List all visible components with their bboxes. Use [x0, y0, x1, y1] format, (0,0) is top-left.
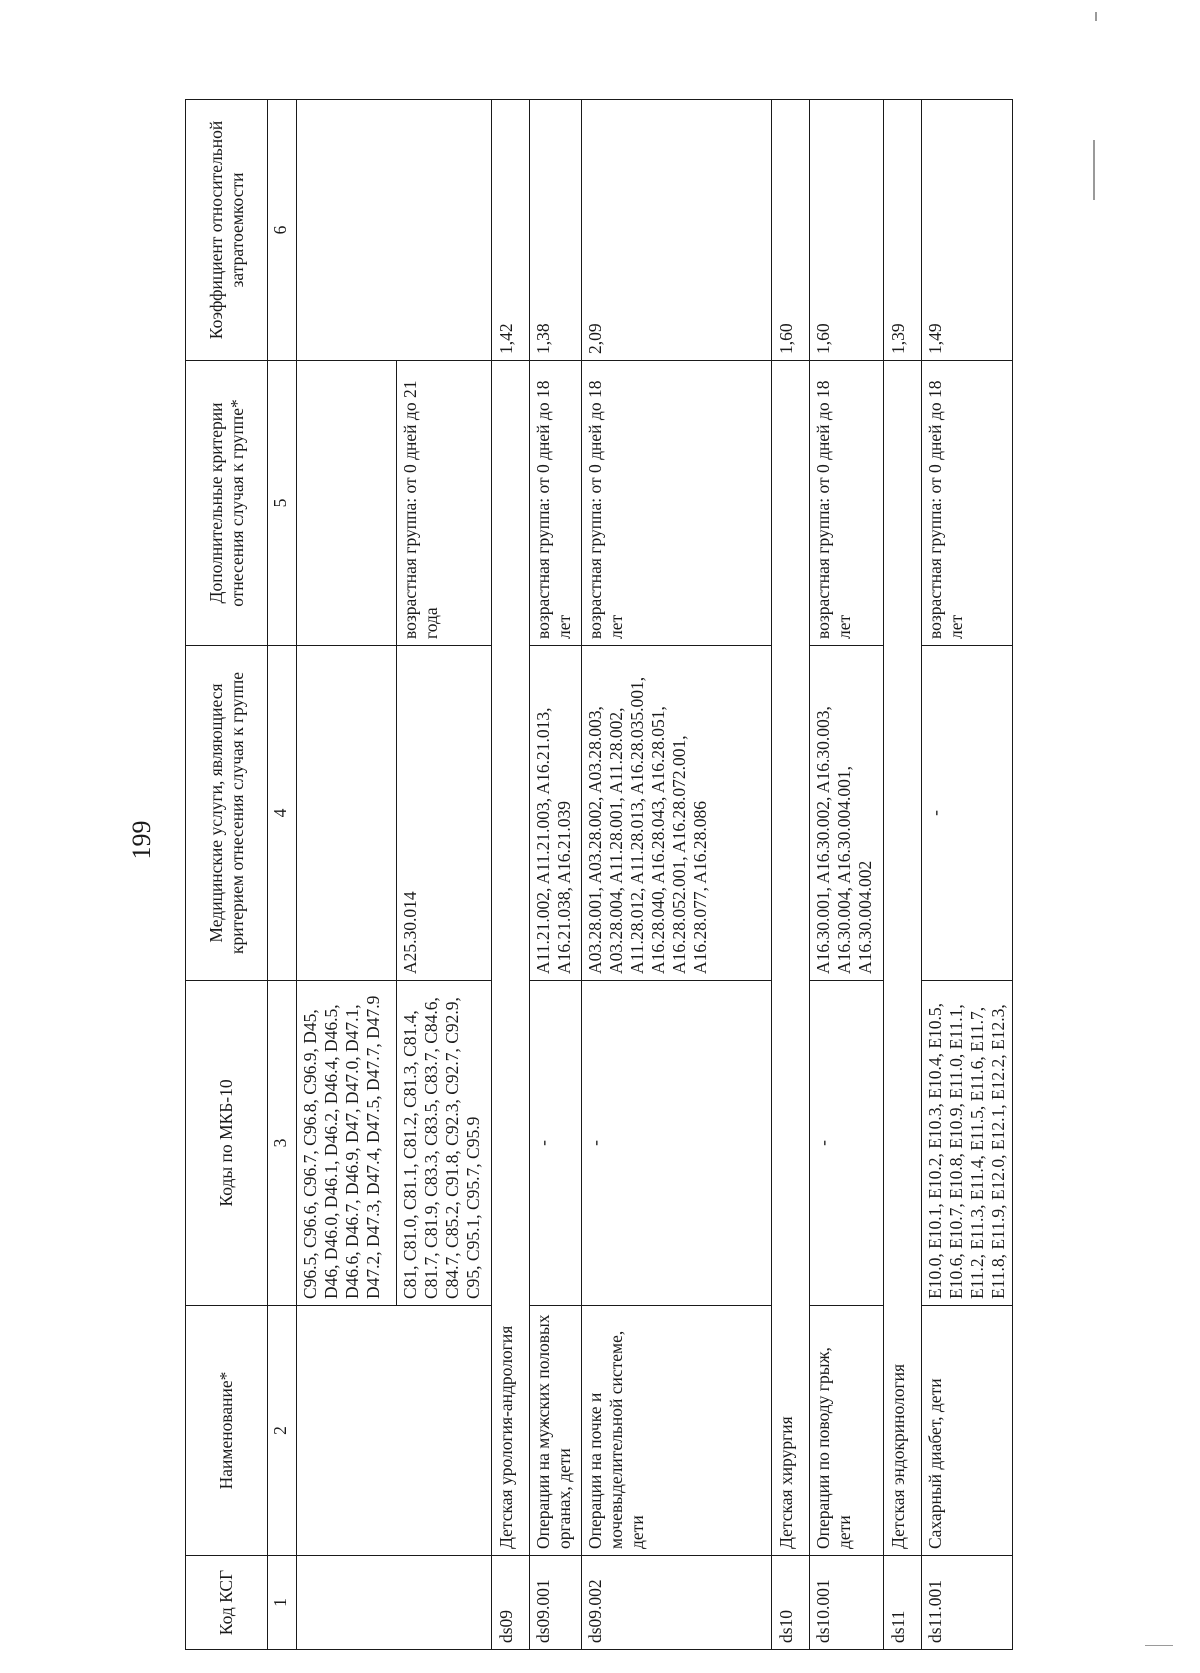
services-cell: A25.30.014 [397, 646, 492, 981]
column-number: 4 [268, 646, 297, 981]
column-number: 6 [268, 100, 297, 361]
mkb-cell: - [530, 981, 582, 1306]
name-cell: Операции на почке и мочевыделительной системе, дети [582, 1306, 772, 1556]
scan-mark [1095, 12, 1097, 21]
name-cell: Операции по поводу грыж, дети [810, 1306, 884, 1556]
coef-cell: 1,60 [810, 100, 884, 361]
code-cell: ds09 [492, 1556, 530, 1650]
column-number: 3 [268, 981, 297, 1306]
coef-cell: 1,60 [772, 100, 810, 361]
header-coefficient: Коэффициент относительной затратоемкости [186, 100, 268, 361]
mkb-cell: C96.5, C96.6, C96.7, C96.8, C96.9, D45, D46, D46.0, D46.1, D46.2, D46.4, D46.5, D46.6, D46.7, D46.9, D47, D47.0, D47.1, D47.2, D47.3, D47.4, D47.5, D47.7, D47.9 [297, 981, 397, 1306]
table-row [297, 100, 397, 1650]
services-cell: A11.21.002, A11.21.003, A16.21.013, A16.21.038, A16.21.039 [530, 646, 582, 981]
header-criteria: Дополнительные критерии отнесения случая к группе* [186, 361, 268, 646]
name-cell: Сахарный диабет, дети [922, 1306, 1013, 1556]
ksg-table [185, 99, 1013, 1650]
table-row [810, 100, 884, 1650]
name-cell [297, 1306, 492, 1556]
code-cell: ds09.001 [530, 1556, 582, 1650]
column-number-row [268, 100, 297, 1650]
header-row [186, 100, 268, 1650]
coef-cell: 1,39 [884, 100, 922, 361]
column-number: 5 [268, 361, 297, 646]
header-services: Медицинские услуги, являющиеся критерием отнесения случая к группе [186, 646, 268, 981]
code-cell: ds10.001 [810, 1556, 884, 1650]
header-code: Код КСГ [186, 1556, 268, 1650]
criteria-cell: возрастная группа: от 0 дней до 18 лет [810, 361, 884, 646]
coef-cell [297, 100, 492, 361]
code-cell: ds11 [884, 1556, 922, 1650]
coef-cell: 2,09 [582, 100, 772, 361]
section-row [772, 100, 810, 1650]
coef-cell: 1,38 [530, 100, 582, 361]
criteria-cell: возрастная группа: от 0 дней до 18 лет [582, 361, 772, 646]
criteria-cell: возрастная группа: от 0 дней до 21 года [397, 361, 492, 646]
column-number: 2 [268, 1306, 297, 1556]
criteria-cell: возрастная группа: от 0 дней до 18 лет [530, 361, 582, 646]
code-cell: ds11.001 [922, 1556, 1013, 1650]
services-cell: - [922, 646, 1013, 981]
section-name-cell: Детская эндокринология [884, 361, 922, 1556]
mkb-cell: C81, C81.0, C81.1, C81.2, C81.3, C81.4, C81.7, C81.9, C83.3, C83.5, C83.7, C84.6, C84.7, C85.2, C91.8, C92.3, C92.7, C92.9, C95, C95.1, C95.7, C95.9 [397, 981, 492, 1306]
scan-mark [1093, 140, 1095, 200]
criteria-cell: возрастная группа: от 0 дней до 18 лет [922, 361, 1013, 646]
mkb-cell: - [582, 981, 772, 1306]
coef-cell: 1,49 [922, 100, 1013, 361]
services-cell [297, 646, 397, 981]
section-name-cell: Детская урология-андрология [492, 361, 530, 1556]
section-row [492, 100, 530, 1650]
table-container [185, 100, 1085, 1650]
code-cell: ds10 [772, 1556, 810, 1650]
mkb-cell: E10.0, E10.1, E10.2, E10.3, E10.4, E10.5, E10.6, E10.7, E10.8, E10.9, E11.0, E11.1, E11.2, E11.3, E11.4, E11.5, E11.6, E11.7, E11.8, E11.9, E12.0, E12.1, E12.2, E12.3, [922, 981, 1013, 1306]
scan-mark [1145, 1645, 1173, 1646]
table-row [922, 100, 1013, 1650]
name-cell: Операции на мужских половых органах, дети [530, 1306, 582, 1556]
section-name-cell: Детская хирургия [772, 361, 810, 1556]
code-cell [297, 1556, 492, 1650]
page-number: 199 [127, 820, 156, 860]
column-number: 1 [268, 1556, 297, 1650]
coef-cell: 1,42 [492, 100, 530, 361]
code-cell: ds09.002 [582, 1556, 772, 1650]
criteria-cell [297, 361, 397, 646]
services-cell: A16.30.001, A16.30.002, A16.30.003, A16.30.004, A16.30.004.001, A16.30.004.002 [810, 646, 884, 981]
table-row [530, 100, 582, 1650]
section-row [884, 100, 922, 1650]
table-row [582, 100, 772, 1650]
services-cell: A03.28.001, A03.28.002, A03.28.003, A03.28.004, A11.28.001, A11.28.002, A11.28.012, A11.28.013, A16.28.035.001, A16.28.040, A16.28.043, A16.28.051, A16.28.052.001, A16.28.072.001, A16.28.077, A16.28.086 [582, 646, 772, 981]
header-mkb: Коды по МКБ-10 [186, 981, 268, 1306]
mkb-cell: - [810, 981, 884, 1306]
header-name: Наименование* [186, 1306, 268, 1556]
